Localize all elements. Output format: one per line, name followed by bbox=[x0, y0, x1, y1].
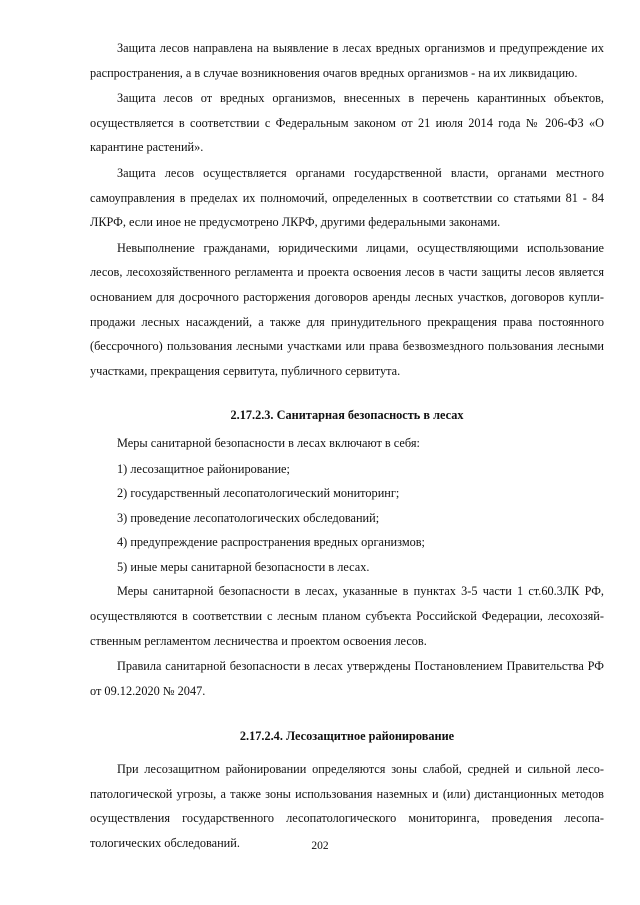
paragraph-protection-purpose: Защита лесов направлена на выявление в лесах вредных организмов и предупреждение их распространения, а в случае возникновения очагов вредных организмов - на их ликвидацию. bbox=[90, 41, 604, 80]
paragraph-zoning: При лесозащитном районировании определяются зоны слабой, средней и сильной лесопатологической угрозы, а также зоны использования наземных и (или) дистанционных методов осуществления государственного лесопатологического мониторинга, проведения лесопатологических обследований. bbox=[90, 762, 604, 850]
list-item: 4) предупреждение распространения вредных организмов; bbox=[117, 535, 425, 550]
section-sanitary-safety bbox=[90, 384, 604, 703]
paragraph-noncompliance: Невыполнение гражданами, юридическими лицами, осуществляющими использование лесов, лесохозяйственного регламента и проекта освоения лесов в части защиты лесов является основанием для досрочного расторжения договоров аренды лесных участков, договоров купли-продажи лесных насаждений, а также для принудительного прекращения права постоянного (бессрочного) пользования лесными участками или права безвозмездного пользования лесными участками, прекращения сервитута, публичного сервитута. bbox=[90, 240, 604, 378]
measures-list bbox=[90, 457, 604, 580]
section-forest-protection bbox=[90, 36, 604, 383]
section-zoning bbox=[90, 704, 604, 855]
document-page bbox=[90, 36, 604, 856]
paragraph-authorities: Защита лесов осуществляется органами государственной власти, органами местного самоуправления в пределах их полномочий, определенных в соответствии со статьями 81 - 84 ЛКРФ, если иное не предусмотрено ЛКРФ, другими федеральными законами. bbox=[90, 165, 604, 230]
section-heading-sanitary-safety: 2.17.2.3. Санитарная безопасность в лесах bbox=[230, 408, 464, 423]
paragraph-measures-implementation: Меры санитарной безопасности в лесах, указанные в пунктах 3-5 части 1 ст.60.3ЛК РФ, осуществляются в соответствии с лесным планом субъекта Российской Федерации, лесохозяйственным регламентом лесничества и проектом освоения лесов. bbox=[90, 584, 604, 648]
list-item: 1) лесозащитное районирование; bbox=[117, 461, 290, 476]
list-item: 2) государственный лесопатологический мониторинг; bbox=[117, 486, 400, 501]
section-heading-zoning: 2.17.2.4. Лесозащитное районирование bbox=[239, 729, 455, 744]
paragraph-measures-intro: Меры санитарной безопасности в лесах включают в себя: bbox=[117, 435, 420, 450]
paragraph-quarantine: Защита лесов от вредных организмов, внесенных в перечень карантинных объектов, осуществляется в соответствии с Федеральным законом от 21 июля 2014 года № 206-ФЗ «О карантине растений». bbox=[90, 91, 604, 155]
paragraph-rules-approval: Правила санитарной безопасности в лесах утверждены Постановлением Правительства РФ от 09.12.2020 № 2047. bbox=[90, 659, 604, 698]
list-item: 5) иные меры санитарной безопасности в лесах. bbox=[117, 559, 370, 574]
list-item: 3) проведение лесопатологических обследований; bbox=[117, 510, 380, 525]
page-number: 202 bbox=[311, 840, 329, 852]
